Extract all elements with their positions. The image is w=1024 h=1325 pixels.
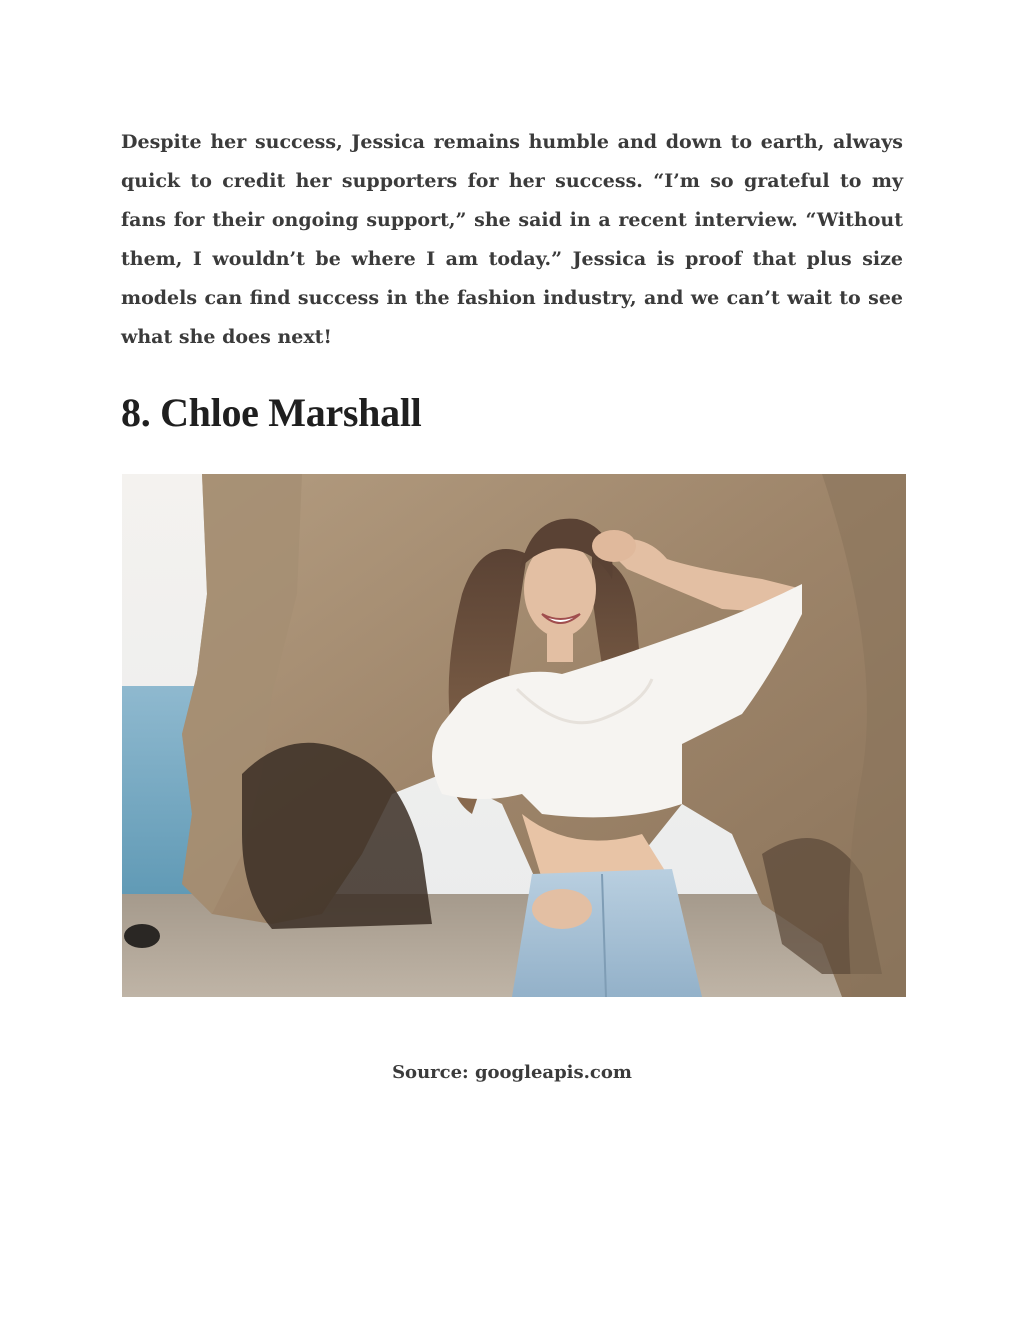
photo-source-caption: Source: googleapis.com xyxy=(392,1062,632,1083)
article-photo xyxy=(122,474,906,997)
body-paragraph: Despite her success, Jessica remains humble and down to earth, always quick to credit her supporters for her success. “I’m so grateful to my fans for their ongoing support,” she said in a recent interview. “Without them, I wouldn’t be where I am today.” Jessica is proof that plus size models can find success in the fashion industry, and we can’t wait to see what she does next! xyxy=(121,131,903,348)
section-heading: 8. Chloe Marshall xyxy=(121,390,422,435)
photo-illustration xyxy=(122,474,906,997)
